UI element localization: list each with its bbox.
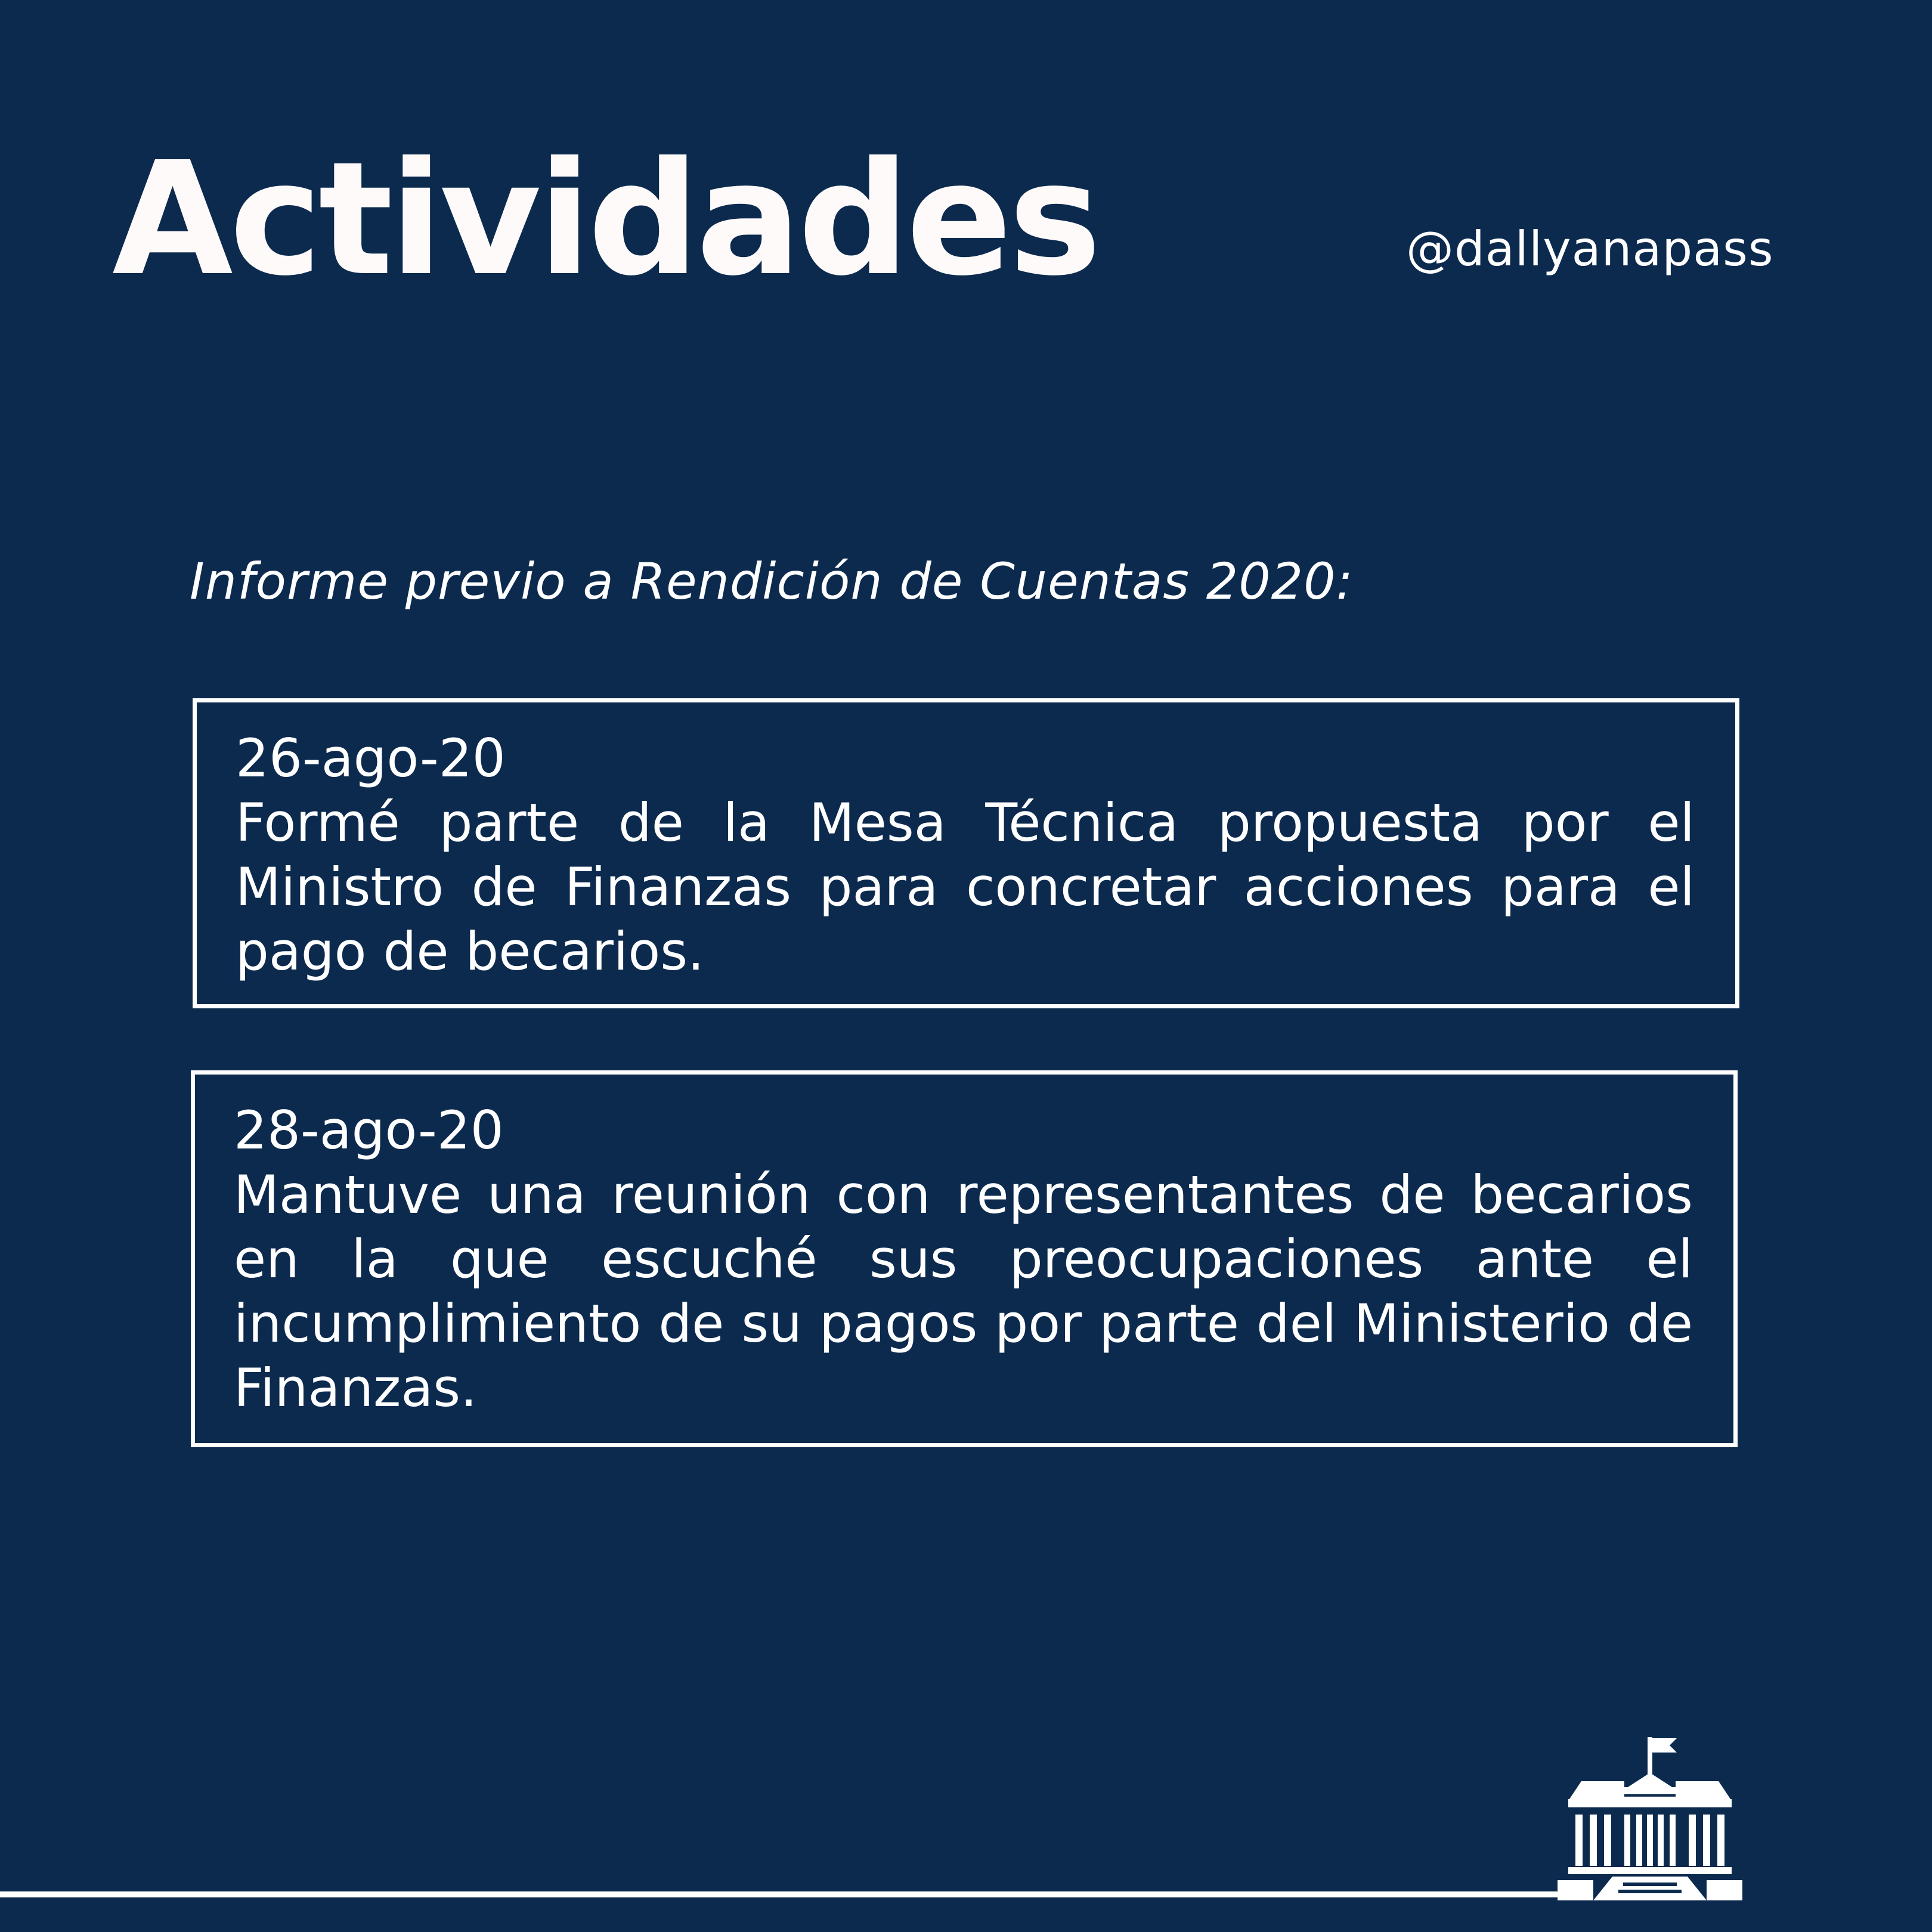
activity-date: 26-ago-20 xyxy=(236,727,506,789)
report-subtitle: Informe previo a Rendición de Cuentas 2020: xyxy=(190,552,1354,611)
activity-description: Formé parte de la Mesa Técnica propuesta por el Ministro de Finanzas para concretar acciones para el pago de becarios. xyxy=(236,792,1695,982)
activity-card xyxy=(191,1070,1738,1447)
government-building-icon xyxy=(1558,1732,1742,1905)
page-title: Actividades xyxy=(112,128,1098,310)
activity-date: 28-ago-20 xyxy=(234,1100,504,1161)
footer-divider-line xyxy=(0,1891,1559,1897)
activity-card xyxy=(193,698,1739,1008)
activity-description: Mantuve una reunión con representantes de becarios en la que escuché sus preocupaciones ante el incumplimiento de su pagos por parte del Ministerio de Finanzas. xyxy=(234,1164,1693,1419)
social-handle: @dallyanapass xyxy=(1406,221,1774,277)
